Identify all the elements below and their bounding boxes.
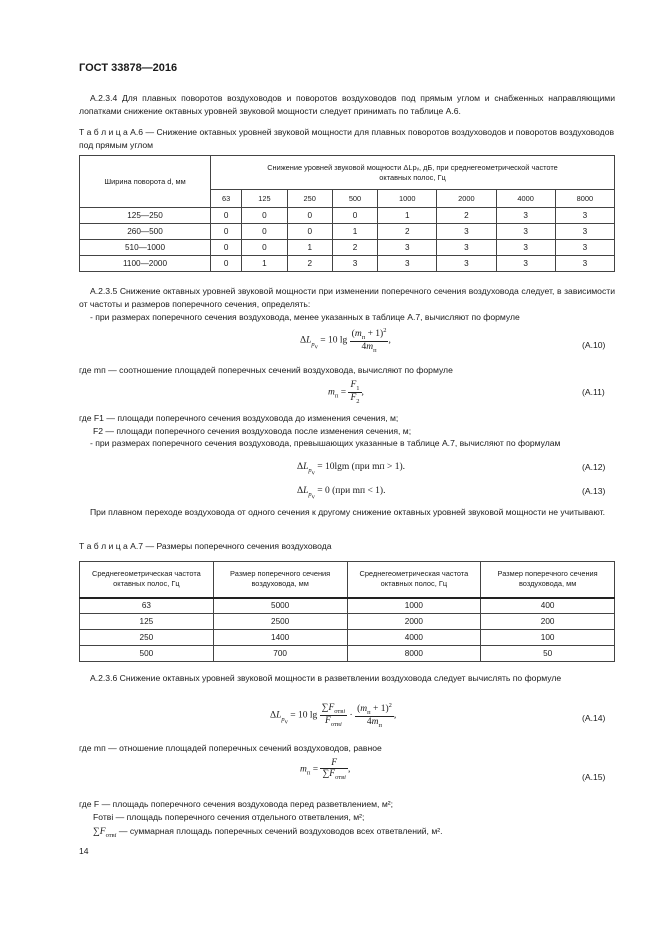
table-row [80, 630, 615, 646]
cell: 0 [211, 256, 242, 272]
page-number: 14 [79, 846, 89, 856]
equation-number: (А.11) [582, 387, 605, 397]
cell: 2000 [347, 614, 481, 630]
cell: 1 [378, 208, 437, 224]
cell: 1 [332, 224, 377, 240]
row-label: 1100—2000 [80, 256, 211, 272]
table-row [80, 224, 615, 240]
freq-cell: 63 [211, 190, 242, 208]
cell: 0 [242, 208, 287, 224]
paragraph-smooth-transition: При плавном переходе воздуховода от одного сечения к другому снижение октавных уровней звуковой мощности не учитывают. [90, 507, 605, 517]
cell: 0 [332, 208, 377, 224]
cell: 200 [481, 614, 615, 630]
cell: 4000 [347, 630, 481, 646]
paragraph-a235: А.2.3.5 Снижение октавных уровней звуковой мощности при изменении поперечного сечения воздуховода следует, в зависимости от частоты и размеров поперечного сечения, определять: [79, 286, 615, 309]
freq-cell: 4000 [496, 190, 555, 208]
cell: 2500 [213, 614, 347, 630]
equation-number: (А.15) [582, 772, 606, 782]
freq-cell: 8000 [555, 190, 614, 208]
row-label: 260—500 [80, 224, 211, 240]
cell: 0 [211, 208, 242, 224]
column-header: Среднегеометрическая частота октавных полос, Гц [80, 562, 214, 598]
freq-cell: 1000 [378, 190, 437, 208]
table-row [80, 208, 615, 224]
table-a6 [79, 155, 615, 272]
cell: 3 [437, 256, 496, 272]
where-sum-f-text: — суммарная площадь поперечных сечений воздуховодов всех ответвлений, м². [118, 826, 443, 836]
table-row [80, 614, 615, 630]
cell: 2 [378, 224, 437, 240]
cell: 1 [287, 240, 332, 256]
cell: 2 [332, 240, 377, 256]
table-a6-row-header: Ширина поворота d, мм [80, 156, 211, 208]
where-f1: где F1 — площади поперечного сечения воздуховода до изменения сечения, м; [79, 413, 399, 423]
where-f-branch: Fотвi — площадь поперечного сечения отдельного ответвления, м²; [93, 812, 365, 822]
cell: 100 [481, 630, 615, 646]
formula-a12-rhs: = 10lgm (при mп > 1). [317, 462, 405, 472]
cell: 3 [378, 240, 437, 256]
cell: 700 [213, 646, 347, 662]
equation-number: (А.10) [582, 340, 606, 350]
table-a7-caption: Т а б л и ц а А.7 — Размеры поперечного сечения воздуховода [79, 541, 332, 551]
cell: 2 [437, 208, 496, 224]
column-header: Среднегеометрическая частота октавных полос, Гц [347, 562, 481, 598]
table-row [80, 646, 615, 662]
formula-a12: $\Delta L_{p_v} = 10\lg m$ (при mп > 1). [297, 462, 405, 477]
paragraph-a236: А.2.3.6 Снижение октавных уровней звуковой мощности в разветвлении воздуховода следует вычислять по формуле [90, 673, 562, 683]
cell: 0 [242, 240, 287, 256]
table-a6-group-header: Снижение уровней звуковой мощности ΔLpᵥ, дБ, при среднегеометрической частоте октавных полос, Гц [211, 156, 615, 190]
cell: 0 [287, 224, 332, 240]
cell: 500 [80, 646, 214, 662]
cell: 3 [555, 224, 614, 240]
where-mn-branch: где mп — отношение площадей поперечных сечений воздуховодов, равное [79, 743, 382, 753]
freq-cell: 2000 [437, 190, 496, 208]
cell: 0 [211, 240, 242, 256]
cell: 3 [496, 256, 555, 272]
cell: 0 [211, 224, 242, 240]
equation-number: (А.14) [582, 713, 606, 723]
cell: 250 [80, 630, 214, 646]
cell: 3 [496, 240, 555, 256]
cell: 125 [80, 614, 214, 630]
cell: 0 [242, 224, 287, 240]
sum-symbol: $\sum F_{отвi}$ [93, 827, 117, 839]
formula-a14: $\Delta L_{p_v} = 10$ lg $\frac{\sum F_{отвi}}{F_{отвi}}$ · $\frac{(m_п + 1)^2}{4m_п}$ , [270, 702, 397, 729]
cell: 8000 [347, 646, 481, 662]
formula-a10: $\Delta L_{p_v} = 10$ lg $\frac{(m_п + 1)^2}{4m_п}$ , [300, 327, 391, 354]
cell: 400 [481, 598, 615, 614]
column-header: Размер поперечного сечения воздуховода, мм [213, 562, 347, 598]
document-code: ГОСТ 33878—2016 [79, 62, 178, 74]
table-a6-caption: Т а б л и ц а А.6 — Снижение октавных уровней звуковой мощности для плавных поворотов воздуховодов и поворотов воздуховодов под прямым углом [79, 127, 615, 150]
table-row [80, 598, 615, 614]
cell: 1000 [347, 598, 481, 614]
row-label: 510—1000 [80, 240, 211, 256]
formula-a13: $\Delta L_{p_v} = 0$ (при mп < 1). [297, 486, 386, 501]
column-header: Размер поперечного сечения воздуховода, мм [481, 562, 615, 598]
where-f-before-branch: где F — площадь поперечного сечения воздуховода перед разветвлением, м²; [79, 799, 393, 809]
cell: 3 [555, 256, 614, 272]
bullet-larger-sections: - при размерах поперечного сечения воздуховода, превышающих указанные в таблице А.7, вычисляют по формулам [90, 438, 561, 448]
cell: 3 [332, 256, 377, 272]
cell: 3 [555, 240, 614, 256]
cell: 1400 [213, 630, 347, 646]
formula-a11: $m_п$ = $\frac{F_1}{F_2}$ , [328, 380, 364, 405]
bullet-smaller-sections: - при размерах поперечного сечения воздуховода, менее указанных в таблице А.7, вычисляют по формуле [90, 312, 520, 322]
cell: 2 [287, 256, 332, 272]
row-label: 125—250 [80, 208, 211, 224]
table-row [80, 240, 615, 256]
cell: 3 [496, 208, 555, 224]
cell: 50 [481, 646, 615, 662]
where-f2: F2 — площади поперечного сечения воздуховода после изменения сечения, м; [93, 426, 412, 436]
paragraph-a234: А.2.3.4 Для плавных поворотов воздуховодов и поворотов воздуховодов под прямым углом и снабженных направляющими лопатками снижение октавных уровней звуковой мощности следует принимать по таблице А.6. [79, 93, 615, 116]
cell: 3 [555, 208, 614, 224]
freq-cell: 250 [287, 190, 332, 208]
where-sum-f [93, 825, 613, 842]
freq-cell: 500 [332, 190, 377, 208]
cell: 3 [496, 224, 555, 240]
equation-number: (А.12) [582, 462, 606, 472]
cell: 3 [378, 256, 437, 272]
cell: 3 [437, 224, 496, 240]
cell: 5000 [213, 598, 347, 614]
freq-cell: 125 [242, 190, 287, 208]
formula-a15: $m_п$ = $\frac{F}{\sum F_{отвi}}$ , [300, 758, 351, 781]
cell: 3 [437, 240, 496, 256]
table-a7 [79, 561, 615, 662]
table-row [80, 256, 615, 272]
cell: 1 [242, 256, 287, 272]
equation-number: (А.13) [582, 486, 606, 496]
cell: 63 [80, 598, 214, 614]
where-mn-ratio: где mп — соотношение площадей поперечных сечений воздуховода, вычисляют по формуле [79, 365, 453, 375]
cell: 0 [287, 208, 332, 224]
formula-a13-rhs: = 0 (при mп < 1). [317, 486, 386, 496]
table-a7-header-row [80, 562, 615, 598]
